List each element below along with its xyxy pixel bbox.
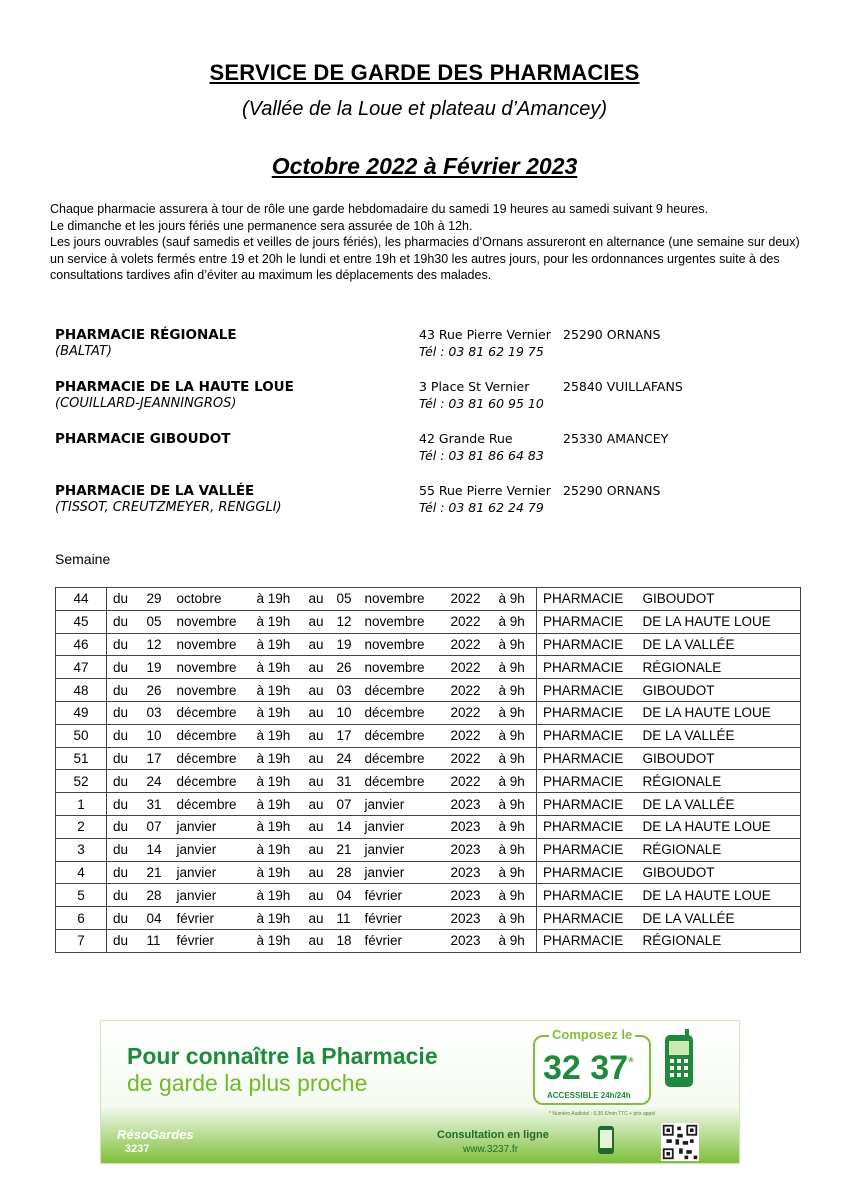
pharmacy-entry <box>55 377 775 429</box>
end-hour-cell: à 9h <box>498 796 525 812</box>
start-month-cell: février <box>176 910 215 926</box>
du-cell: du <box>113 773 129 789</box>
end-hour-cell: à 9h <box>498 636 525 652</box>
pharmacy-entry <box>55 481 775 533</box>
pharmacy-city: 25290 ORNANS <box>563 483 661 498</box>
pharmacy-name-cell: DE LA VALLÉE <box>642 636 735 652</box>
week-cell: 45 <box>56 610 107 633</box>
start-month-cell: décembre <box>176 773 237 789</box>
end-day-cell: 10 <box>336 705 352 721</box>
end-day-cell: 26 <box>336 659 352 675</box>
start-day-cell: 03 <box>146 705 162 721</box>
pharmacy-address: 43 Rue Pierre Vernier <box>419 327 551 342</box>
year-cell: 2022 <box>450 591 481 607</box>
pharmacy-name-cell: DE LA VALLÉE <box>642 728 735 744</box>
consult-online-label: Consultation en ligne <box>437 1129 549 1141</box>
pharmacy-phone: Tél : 03 81 60 95 10 <box>419 396 544 411</box>
schedule-row <box>56 929 801 952</box>
start-month-cell: février <box>176 933 215 949</box>
fine-print: * Numéro Audiotel : 0,35 €/min TTC + prix appel <box>549 1111 656 1117</box>
pharmacy-name: PHARMACIE DE LA HAUTE LOUE <box>55 379 294 395</box>
au-cell: au <box>308 842 324 858</box>
week-cell: 7 <box>56 929 107 952</box>
end-month-cell: novembre <box>364 591 425 607</box>
pharmacy-city: 25330 AMANCEY <box>563 431 669 446</box>
service-number-star: * <box>628 1053 634 1070</box>
start-day-cell: 31 <box>146 796 162 812</box>
schedule-row <box>56 815 801 838</box>
schedule-row <box>56 770 801 793</box>
end-day-cell: 11 <box>336 910 351 926</box>
pharmacy-list <box>55 325 775 533</box>
au-cell: au <box>308 591 324 607</box>
intro-text <box>50 201 805 284</box>
au-cell: au <box>308 887 324 903</box>
start-month-cell: janvier <box>176 819 217 835</box>
start-hour-cell: à 19h <box>256 705 291 721</box>
end-hour-cell: à 9h <box>498 682 525 698</box>
resogardes-logo: RésoGardes <box>117 1127 194 1142</box>
year-cell: 2023 <box>450 910 481 926</box>
end-hour-cell: à 9h <box>498 750 525 766</box>
pharmacy-phone: Tél : 03 81 62 19 75 <box>419 344 544 359</box>
pharmacy-entry <box>55 429 775 481</box>
start-month-cell: décembre <box>176 705 237 721</box>
week-cell: 51 <box>56 747 107 770</box>
start-month-cell: octobre <box>176 591 222 607</box>
end-month-cell: novembre <box>364 636 425 652</box>
pharmacy-address: 42 Grande Rue <box>419 431 513 446</box>
year-cell: 2023 <box>450 864 481 880</box>
end-month-cell: février <box>364 887 403 903</box>
start-day-cell: 21 <box>146 864 162 880</box>
pharmacy-name-cell: RÉGIONALE <box>642 659 722 675</box>
pharmacy-word-cell: PHARMACIE <box>537 929 637 952</box>
end-day-cell: 19 <box>336 636 352 652</box>
end-hour-cell: à 9h <box>498 864 525 880</box>
end-month-cell: janvier <box>364 819 405 835</box>
pharmacy-word-cell: PHARMACIE <box>537 838 637 861</box>
pharmacy-word-cell: PHARMACIE <box>537 815 637 838</box>
end-month-cell: janvier <box>364 796 405 812</box>
banner-subheadline: de garde la plus proche <box>127 1070 368 1096</box>
schedule-row <box>56 724 801 747</box>
start-day-cell: 10 <box>146 728 162 744</box>
end-month-cell: décembre <box>364 705 425 721</box>
start-hour-cell: à 19h <box>256 636 291 652</box>
year-cell: 2022 <box>450 636 481 652</box>
start-month-cell: décembre <box>176 728 237 744</box>
start-month-cell: janvier <box>176 864 217 880</box>
intro-line-1: Chaque pharmacie assurera à tour de rôle une garde hebdomadaire du samedi 19 heures au samedi suivant 9 heures. <box>50 202 709 216</box>
end-day-cell: 21 <box>336 842 352 858</box>
au-cell: au <box>308 682 324 698</box>
pharmacy-address: 3 Place St Vernier <box>419 379 530 394</box>
pharmacy-word-cell: PHARMACIE <box>537 747 637 770</box>
end-month-cell: décembre <box>364 728 425 744</box>
schedule-row <box>56 610 801 633</box>
end-day-cell: 17 <box>336 728 352 744</box>
start-hour-cell: à 19h <box>256 750 291 766</box>
year-cell: 2022 <box>450 682 481 698</box>
end-day-cell: 12 <box>336 614 352 630</box>
week-cell: 52 <box>56 770 107 793</box>
year-cell: 2022 <box>450 750 481 766</box>
start-hour-cell: à 19h <box>256 591 291 607</box>
du-cell: du <box>113 750 129 766</box>
end-month-cell: novembre <box>364 614 425 630</box>
du-cell: du <box>113 864 129 880</box>
pharmacy-word-cell: PHARMACIE <box>537 656 637 679</box>
schedule-row <box>56 747 801 770</box>
end-day-cell: 05 <box>336 591 352 607</box>
service-number-digits: 32 37 <box>543 1049 629 1087</box>
start-month-cell: novembre <box>176 636 237 652</box>
pharmacy-name-cell: GIBOUDOT <box>642 682 715 698</box>
pharmacy-word-cell: PHARMACIE <box>537 793 637 816</box>
end-month-cell: décembre <box>364 750 425 766</box>
pharmacy-word-cell: PHARMACIE <box>537 861 637 884</box>
pharmacy-address: 55 Rue Pierre Vernier <box>419 483 551 498</box>
pharmacy-name: PHARMACIE DE LA VALLÉE <box>55 483 255 499</box>
start-month-cell: novembre <box>176 614 237 630</box>
start-month-cell: décembre <box>176 750 237 766</box>
period-heading: Octobre 2022 à Février 2023 <box>271 153 578 179</box>
year-cell: 2022 <box>450 659 481 675</box>
du-cell: du <box>113 842 129 858</box>
pharmacy-name-cell: GIBOUDOT <box>642 750 715 766</box>
year-cell: 2023 <box>450 933 481 949</box>
week-cell: 49 <box>56 701 107 724</box>
du-cell: du <box>113 614 129 630</box>
start-month-cell: décembre <box>176 796 237 812</box>
mobile-phone-icon <box>661 1029 697 1089</box>
schedule-label: Semaine <box>55 551 111 567</box>
du-cell: du <box>113 728 129 744</box>
pharmacy-entry <box>55 325 775 377</box>
week-cell: 46 <box>56 633 107 656</box>
au-cell: au <box>308 614 324 630</box>
start-day-cell: 29 <box>146 591 162 607</box>
pharmacy-word-cell: PHARMACIE <box>537 588 637 611</box>
end-hour-cell: à 9h <box>498 910 525 926</box>
au-cell: au <box>308 864 324 880</box>
end-day-cell: 14 <box>336 819 352 835</box>
start-month-cell: janvier <box>176 887 217 903</box>
du-cell: du <box>113 819 129 835</box>
year-cell: 2023 <box>450 819 481 835</box>
week-cell: 2 <box>56 815 107 838</box>
pharmacy-owner: (COUILLARD-JEANNINGROS) <box>55 396 237 411</box>
start-day-cell: 19 <box>146 659 162 675</box>
phone-number-badge <box>533 1027 651 1105</box>
start-hour-cell: à 19h <box>256 773 291 789</box>
compose-label: Composez le <box>549 1027 635 1042</box>
end-day-cell: 03 <box>336 682 352 698</box>
end-month-cell: janvier <box>364 842 405 858</box>
start-day-cell: 26 <box>146 682 162 698</box>
resogardes-logo-number: 3237 <box>125 1143 150 1155</box>
end-hour-cell: à 9h <box>498 659 525 675</box>
pharmacy-name-cell: DE LA HAUTE LOUE <box>642 887 771 903</box>
pharmacy-name-cell: RÉGIONALE <box>642 842 722 858</box>
au-cell: au <box>308 750 324 766</box>
schedule-table <box>55 587 801 953</box>
website-link[interactable]: www.3237.fr <box>463 1144 519 1155</box>
end-month-cell: janvier <box>364 864 405 880</box>
pharmacy-owner: (TISSOT, CREUTZMEYER, RENGGLI) <box>55 500 282 515</box>
schedule-row <box>56 793 801 816</box>
start-hour-cell: à 19h <box>256 796 291 812</box>
week-cell: 48 <box>56 679 107 702</box>
end-hour-cell: à 9h <box>498 842 525 858</box>
start-day-cell: 11 <box>146 933 161 949</box>
end-month-cell: décembre <box>364 773 425 789</box>
start-day-cell: 14 <box>146 842 162 858</box>
au-cell: au <box>308 728 324 744</box>
start-day-cell: 05 <box>146 614 162 630</box>
start-hour-cell: à 19h <box>256 933 291 949</box>
pharmacy-word-cell: PHARMACIE <box>537 701 637 724</box>
pharmacy-word-cell: PHARMACIE <box>537 724 637 747</box>
start-hour-cell: à 19h <box>256 682 291 698</box>
qr-code-icon <box>661 1123 699 1161</box>
week-cell: 5 <box>56 884 107 907</box>
start-day-cell: 24 <box>146 773 162 789</box>
du-cell: du <box>113 796 129 812</box>
year-cell: 2022 <box>450 705 481 721</box>
pharmacy-name-cell: RÉGIONALE <box>642 773 722 789</box>
schedule-row <box>56 656 801 679</box>
pharmacy-name-cell: DE LA VALLÉE <box>642 910 735 926</box>
week-cell: 44 <box>56 588 107 611</box>
year-cell: 2023 <box>450 842 481 858</box>
pharmacy-word-cell: PHARMACIE <box>537 633 637 656</box>
end-hour-cell: à 9h <box>498 819 525 835</box>
week-cell: 4 <box>56 861 107 884</box>
au-cell: au <box>308 636 324 652</box>
du-cell: du <box>113 933 129 949</box>
week-cell: 1 <box>56 793 107 816</box>
end-hour-cell: à 9h <box>498 705 525 721</box>
start-hour-cell: à 19h <box>256 819 291 835</box>
du-cell: du <box>113 682 129 698</box>
au-cell: au <box>308 910 324 926</box>
start-day-cell: 04 <box>146 910 162 926</box>
pharmacy-city: 25290 ORNANS <box>563 327 661 342</box>
start-hour-cell: à 19h <box>256 842 291 858</box>
end-day-cell: 04 <box>336 887 352 903</box>
start-hour-cell: à 19h <box>256 659 291 675</box>
au-cell: au <box>308 933 324 949</box>
year-cell: 2022 <box>450 728 481 744</box>
end-day-cell: 31 <box>336 773 352 789</box>
schedule-row <box>56 588 801 611</box>
pharmacy-phone: Tél : 03 81 86 64 83 <box>419 448 544 463</box>
pharmacy-name-cell: DE LA HAUTE LOUE <box>642 819 771 835</box>
week-cell: 47 <box>56 656 107 679</box>
pharmacy-name: PHARMACIE GIBOUDOT <box>55 431 231 447</box>
end-month-cell: décembre <box>364 682 425 698</box>
promo-banner <box>100 1020 740 1164</box>
document-title: SERVICE DE GARDE DES PHARMACIES <box>209 60 640 85</box>
start-month-cell: novembre <box>176 682 237 698</box>
du-cell: du <box>113 910 129 926</box>
schedule-row <box>56 633 801 656</box>
pharmacy-name-cell: DE LA HAUTE LOUE <box>642 705 771 721</box>
start-day-cell: 12 <box>146 636 162 652</box>
au-cell: au <box>308 773 324 789</box>
pharmacy-phone: Tél : 03 81 62 24 79 <box>419 500 544 515</box>
year-cell: 2023 <box>450 796 481 812</box>
schedule-row <box>56 907 801 930</box>
end-month-cell: novembre <box>364 659 425 675</box>
end-hour-cell: à 9h <box>498 728 525 744</box>
pharmacy-name-cell: DE LA HAUTE LOUE <box>642 614 771 630</box>
start-day-cell: 28 <box>146 887 162 903</box>
intro-line-2: Le dimanche et les jours fériés une permanence sera assurée de 10h à 12h. <box>50 218 473 233</box>
year-cell: 2023 <box>450 887 481 903</box>
pharmacy-owner: (BALTAT) <box>55 344 112 359</box>
du-cell: du <box>113 659 129 675</box>
end-day-cell: 07 <box>336 796 352 812</box>
end-month-cell: février <box>364 910 403 926</box>
pharmacy-word-cell: PHARMACIE <box>537 770 637 793</box>
smartphone-icon <box>597 1125 615 1155</box>
schedule-body <box>56 588 801 953</box>
start-month-cell: janvier <box>176 842 217 858</box>
du-cell: du <box>113 887 129 903</box>
du-cell: du <box>113 591 129 607</box>
schedule-row <box>56 884 801 907</box>
du-cell: du <box>113 636 129 652</box>
year-cell: 2022 <box>450 614 481 630</box>
end-hour-cell: à 9h <box>498 773 525 789</box>
service-number <box>543 1049 634 1088</box>
year-cell: 2022 <box>450 773 481 789</box>
pharmacy-name-cell: DE LA VALLÉE <box>642 796 735 812</box>
end-hour-cell: à 9h <box>498 933 525 949</box>
schedule-row <box>56 861 801 884</box>
pharmacy-name-cell: GIBOUDOT <box>642 591 715 607</box>
du-cell: du <box>113 705 129 721</box>
pharmacy-name-cell: GIBOUDOT <box>642 864 715 880</box>
start-day-cell: 07 <box>146 819 162 835</box>
pharmacy-word-cell: PHARMACIE <box>537 610 637 633</box>
au-cell: au <box>308 705 324 721</box>
start-hour-cell: à 19h <box>256 614 291 630</box>
start-hour-cell: à 19h <box>256 728 291 744</box>
pharmacy-name-cell: RÉGIONALE <box>642 933 722 949</box>
accessible-label: ACCESSIBLE 24h/24h <box>547 1091 631 1100</box>
pharmacy-word-cell: PHARMACIE <box>537 907 637 930</box>
pharmacy-word-cell: PHARMACIE <box>537 679 637 702</box>
schedule-row <box>56 838 801 861</box>
banner-headline: Pour connaître la Pharmacie <box>127 1043 438 1069</box>
pharmacy-word-cell: PHARMACIE <box>537 884 637 907</box>
au-cell: au <box>308 819 324 835</box>
week-cell: 6 <box>56 907 107 930</box>
au-cell: au <box>308 796 324 812</box>
end-hour-cell: à 9h <box>498 591 525 607</box>
end-day-cell: 24 <box>336 750 352 766</box>
pharmacy-city: 25840 VUILLAFANS <box>563 379 683 394</box>
schedule-row <box>56 679 801 702</box>
start-hour-cell: à 19h <box>256 910 291 926</box>
start-day-cell: 17 <box>146 750 162 766</box>
document-subtitle: (Vallée de la Loue et plateau d’Amancey) <box>241 98 608 120</box>
end-day-cell: 28 <box>336 864 352 880</box>
schedule-row <box>56 701 801 724</box>
start-hour-cell: à 19h <box>256 887 291 903</box>
intro-line-3: Les jours ouvrables (sauf samedis et veilles de jours fériés), les pharmacies d’Ornans assureront en alternance (une semaine sur deux) un service à volets fermés entre 19 et 20h le lundi et entre 19h et 19h30 les autres jours, pour les ordonnances urgentes suite à des consultations tardives afin d’éviter au maximum les déplacements des malades. <box>50 235 800 282</box>
start-month-cell: novembre <box>176 659 237 675</box>
pharmacy-name: PHARMACIE RÉGIONALE <box>55 327 237 343</box>
end-month-cell: février <box>364 933 403 949</box>
end-day-cell: 18 <box>336 933 352 949</box>
start-hour-cell: à 19h <box>256 864 291 880</box>
end-hour-cell: à 9h <box>498 614 525 630</box>
au-cell: au <box>308 659 324 675</box>
week-cell: 50 <box>56 724 107 747</box>
week-cell: 3 <box>56 838 107 861</box>
end-hour-cell: à 9h <box>498 887 525 903</box>
